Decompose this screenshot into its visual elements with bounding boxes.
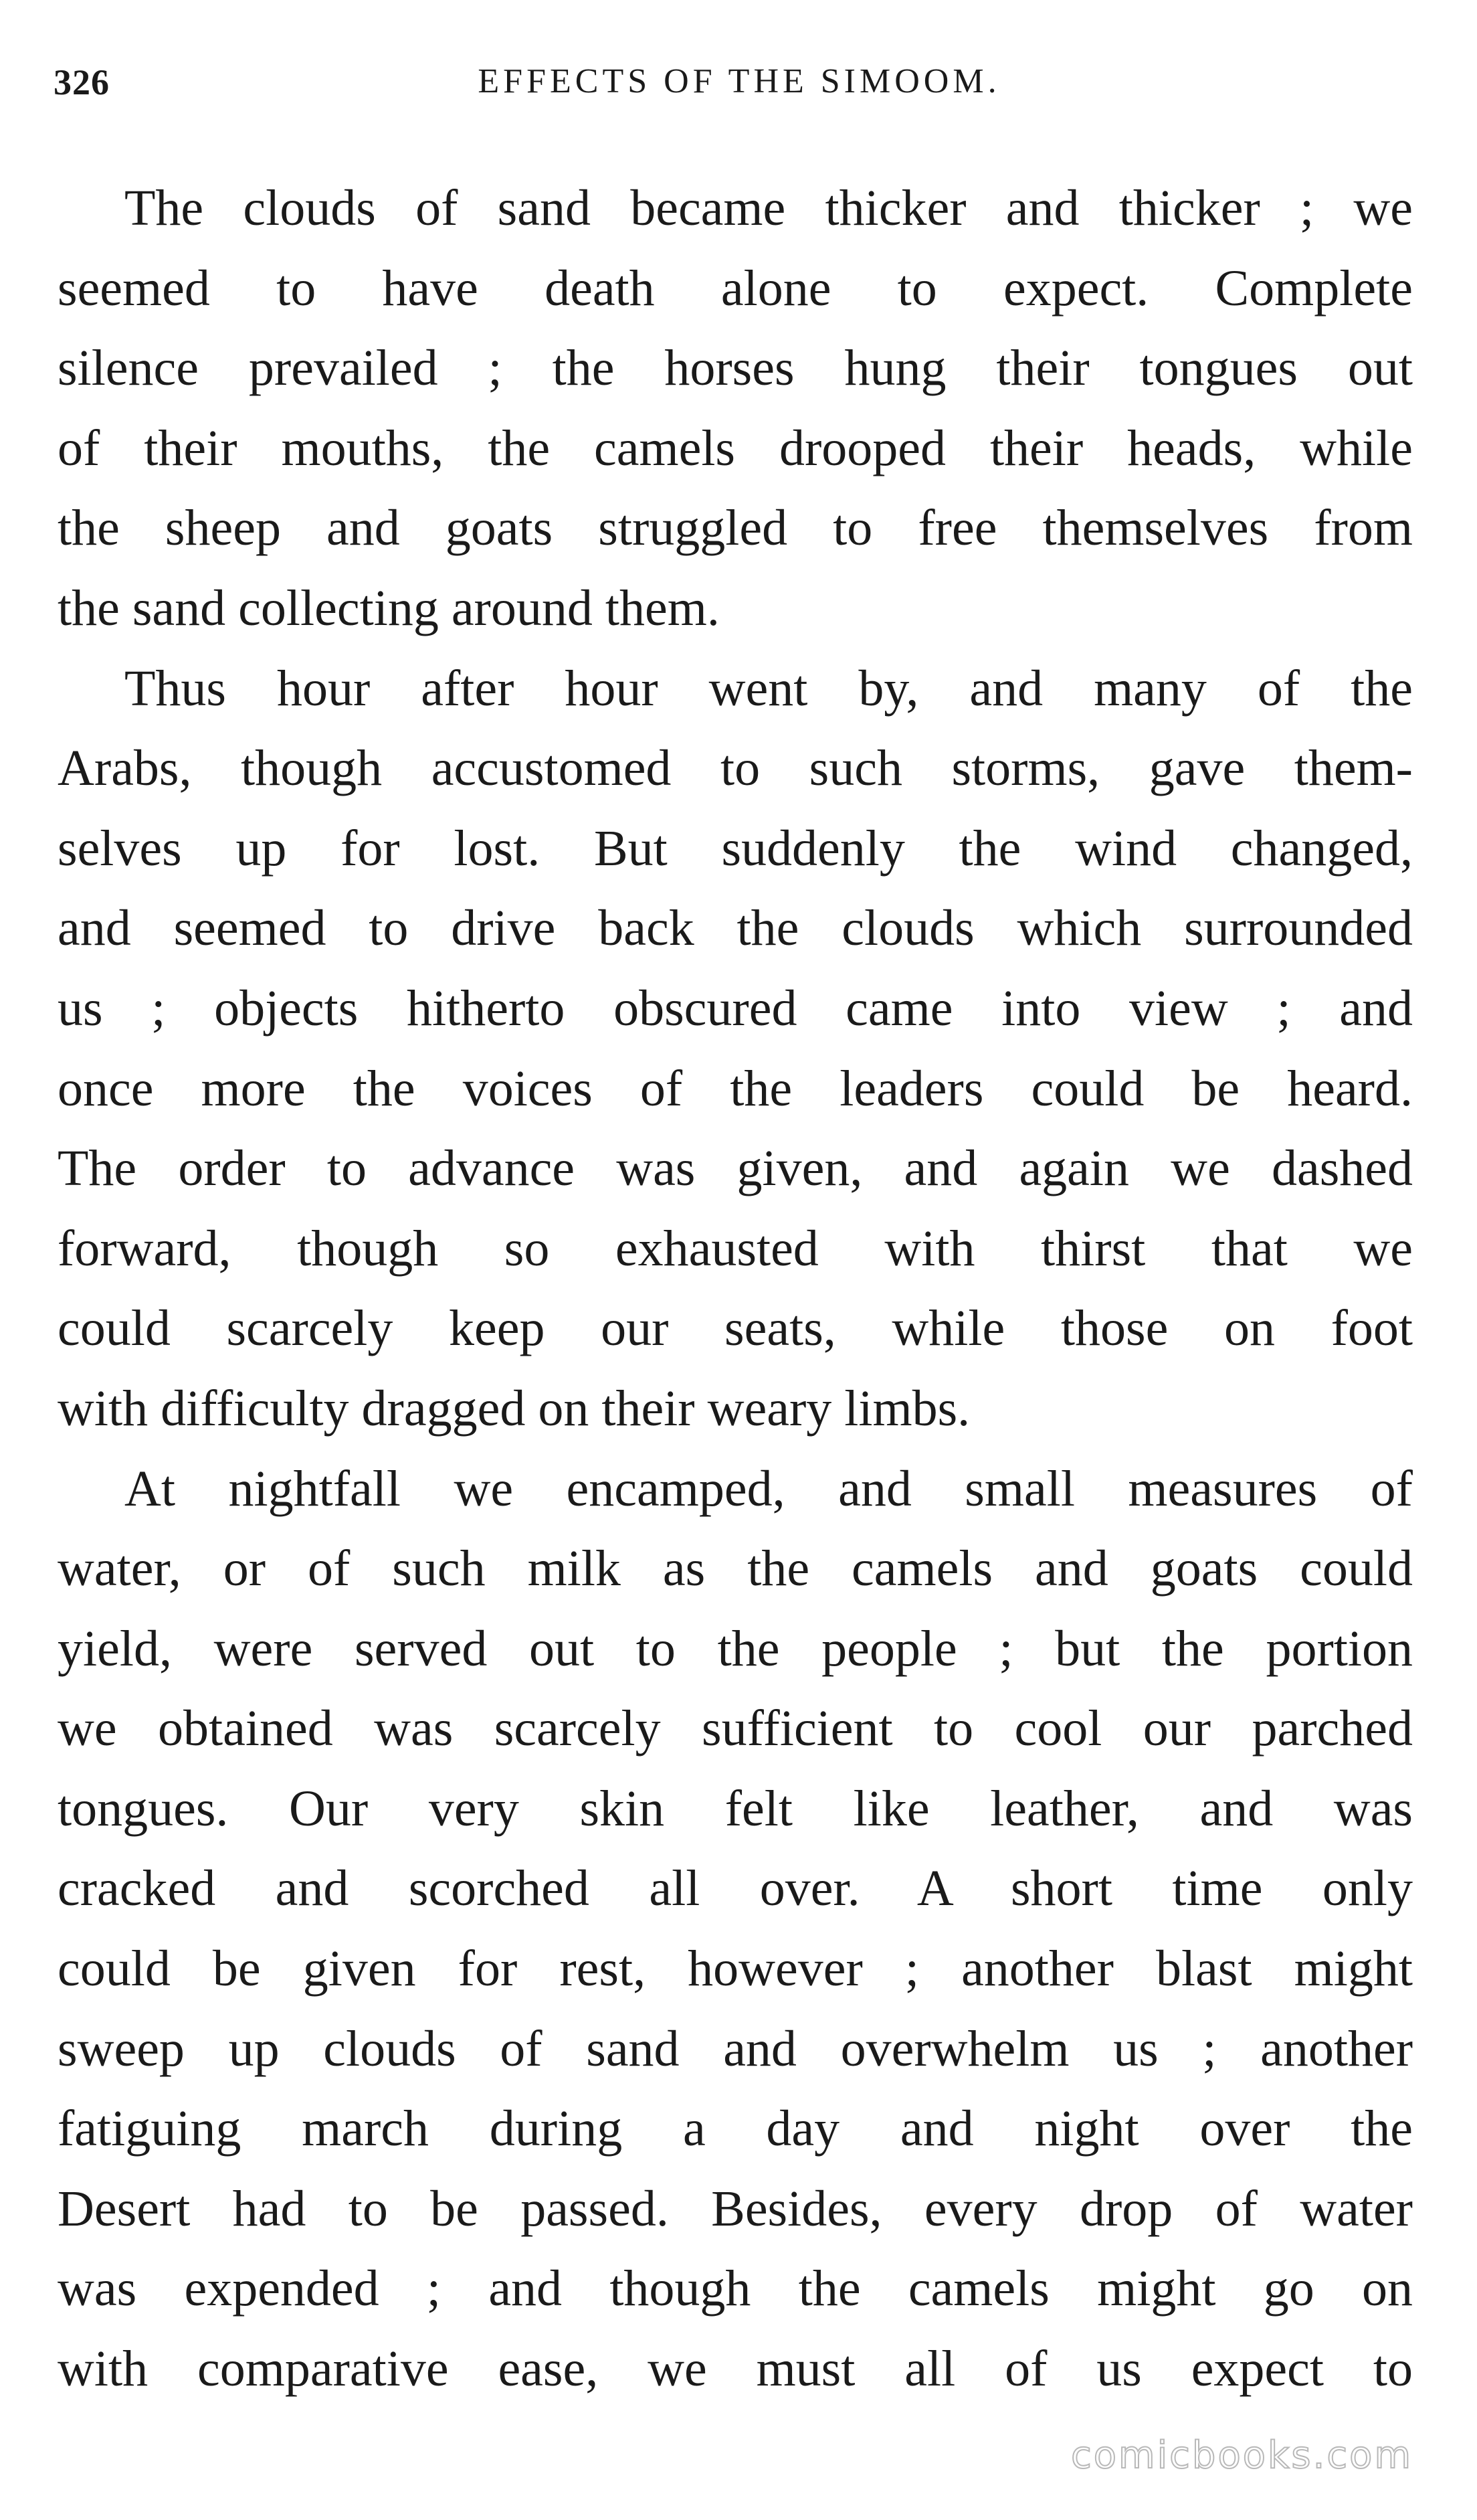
text-line: Desert had to be passed. Besides, every drop of water xyxy=(58,2180,1413,2237)
text-line: once more the voices of the leaders could be heard. xyxy=(58,1060,1413,1117)
text-line: with difficulty dragged on their weary limbs. xyxy=(58,1380,971,1437)
text-line: At nightfall we encamped, and small measures of xyxy=(124,1460,1413,1517)
paragraph-3 xyxy=(58,1449,1413,2410)
text-line: seemed to have death alone to expect. Complete xyxy=(58,260,1413,317)
text-line: could be given for rest, however ; another blast might xyxy=(58,1941,1413,1997)
text-line: us ; objects hitherto obscured came into view ; and xyxy=(58,980,1413,1037)
text-line: with comparative ease, we must all of us expect to xyxy=(58,2341,1413,2398)
text-line: fatiguing march during a day and night over the xyxy=(58,2100,1413,2157)
text-line: water, or of such milk as the camels and goats could xyxy=(58,1540,1413,1597)
running-title: EFFECTS OF THE SIMOOM. xyxy=(478,62,1001,100)
paragraph-1 xyxy=(58,169,1413,649)
text-line: The clouds of sand became thicker and thicker ; we xyxy=(124,180,1413,236)
text-line: the sand collecting around them. xyxy=(58,579,720,636)
paragraph-2 xyxy=(58,649,1413,1449)
text-line: was expended ; and though the camels might go on xyxy=(58,2260,1413,2317)
text-line: forward, though so exhausted with thirst that we xyxy=(58,1220,1413,1277)
text-line: we obtained was scarcely sufficient to cool our parched xyxy=(58,1700,1413,1757)
text-line: selves up for lost. But suddenly the wind changed, xyxy=(58,820,1413,877)
page-number: 326 xyxy=(54,62,110,102)
text-line: tongues. Our very skin felt like leather, and was xyxy=(58,1780,1413,1837)
text-line: sweep up clouds of sand and overwhelm us ; another xyxy=(58,2020,1413,2077)
text-line: Arabs, though accustomed to such storms, gave them- xyxy=(58,740,1413,797)
text-line: Thus hour after hour went by, and many of the xyxy=(124,660,1413,717)
body-text xyxy=(58,169,1413,2410)
text-line: could scarcely keep our seats, while those on foot xyxy=(58,1300,1413,1357)
text-line: silence prevailed ; the horses hung their tongues out xyxy=(58,340,1413,397)
text-line: the sheep and goats struggled to free themselves from xyxy=(58,500,1413,557)
text-line: The order to advance was given, and again we dashed xyxy=(58,1140,1413,1197)
text-line: cracked and scorched all over. A short time only xyxy=(58,1860,1413,1917)
text-line: yield, were served out to the people ; but the portion xyxy=(58,1620,1413,1677)
running-head xyxy=(54,62,1425,122)
text-line: and seemed to drive back the clouds which surrounded xyxy=(58,900,1413,957)
text-line: of their mouths, the camels drooped their heads, while xyxy=(58,420,1413,476)
watermark: comicbooks.com xyxy=(1070,2434,1413,2477)
